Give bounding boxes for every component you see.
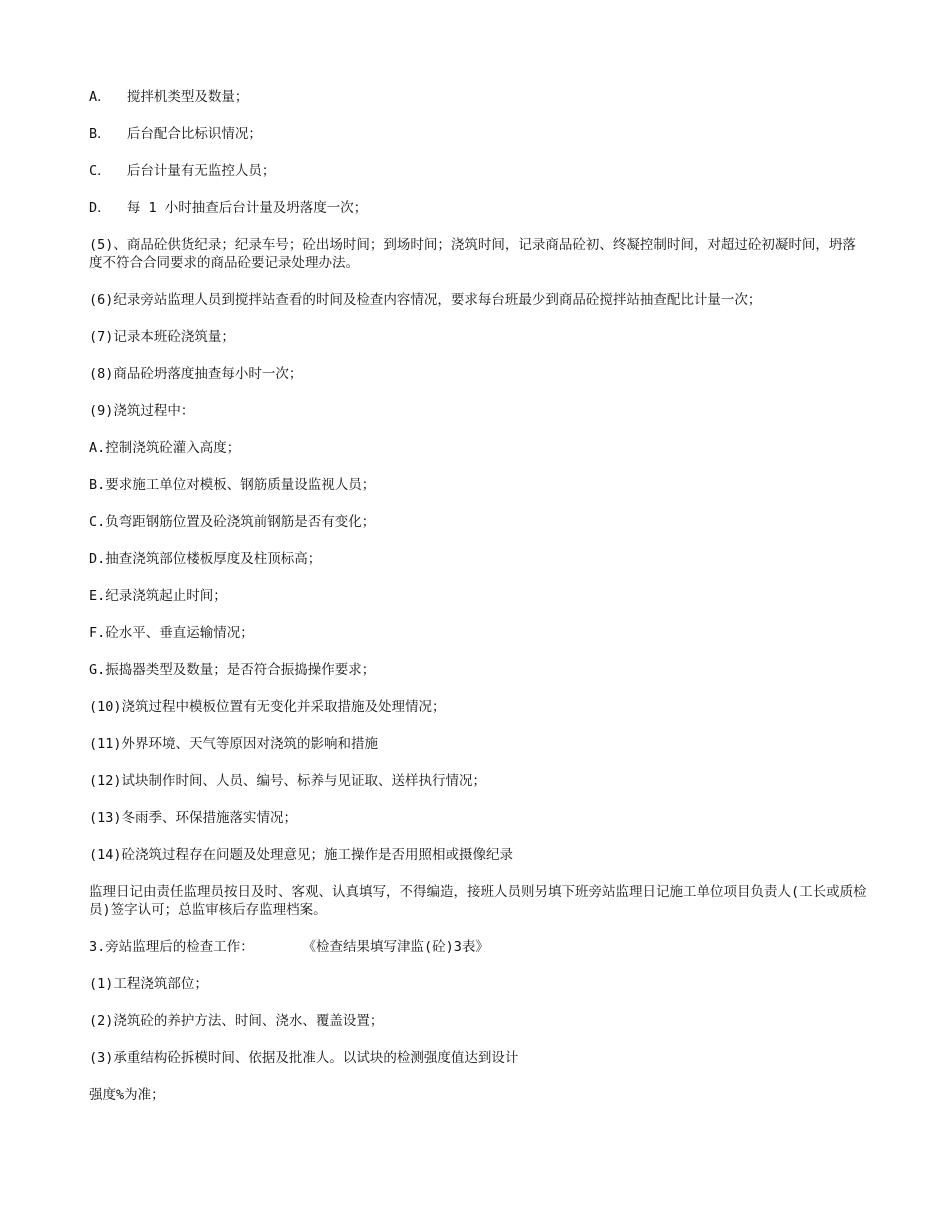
check-3-continued: 强度%为准； [89, 1087, 165, 1103]
item-9a: A.控制浇筑砼灌入高度； [89, 440, 241, 456]
check-1-location: (1)工程浇筑部位； [89, 976, 208, 992]
item-6-station-visit: (6)纪录旁站监理人员到搅拌站查看的时间及检查内容情况，要求每台班最少到商品砼搅拌站抽查配比计量一次； [89, 292, 762, 308]
item-5-supply-record: (5)、商品砼供货纪录；纪录车号；砼出场时间；到场时间；浇筑时间，记录商品砼初、终凝控制时间，对超过砼初凝时间，坍落度不符合合同要求的商品砼要记录处理办法。 [89, 237, 856, 271]
item-9e: E.纪录浇筑起止时间； [89, 588, 227, 604]
item-b-mix-ratio: B． 后台配合比标识情况； [89, 126, 262, 142]
item-11-environment: (11)外界环境、天气等原因对浇筑的影响和措施 [89, 736, 379, 752]
item-8-slump-check: (8)商品砼坍落度抽查每小时一次； [89, 366, 303, 382]
check-2-curing: (2)浇筑砼的养护方法、时间、浇水、覆盖设置； [89, 1013, 384, 1029]
item-7-pour-volume: (7)记录本班砼浇筑量； [89, 329, 235, 345]
document-page [89, 88, 869, 1123]
item-9-pouring-process: (9)浇筑过程中： [89, 403, 195, 419]
item-c-metering: C． 后台计量有无监控人员； [89, 163, 276, 179]
item-9b: B.要求施工单位对模板、钢筋质量设监视人员； [89, 477, 376, 493]
item-14-issues: (14)砼浇筑过程存在问题及处理意见；施工操作是否用照相或摄像纪录 [89, 847, 514, 863]
item-9g: G.振捣器类型及数量；是否符合振捣操作要求； [89, 662, 376, 678]
item-9d: D.抽查浇筑部位楼板厚度及柱顶标高； [89, 551, 322, 567]
check-3-form-removal: (3)承重结构砼拆模时间、依据及批准人。以试块的检测强度值达到设计 [89, 1050, 519, 1066]
item-a-mixer: A． 搅拌机类型及数量； [89, 89, 249, 105]
item-d-hourly-check: D． 每 1 小时抽查后台计量及坍落度一次； [89, 200, 368, 216]
item-12-test-blocks: (12)试块制作时间、人员、编号、标养与见证取、送样执行情况； [89, 773, 487, 789]
item-10-formwork: (10)浇筑过程中模板位置有无变化并采取措施及处理情况； [89, 699, 446, 715]
supervision-diary-note: 监理日记由责任监理员按日及时、客观、认真填写，不得编造，接班人员则另填下班旁站监理日记施工单位项目负责人(工长或质检员)签字认可；总监审核后存监理档案。 [89, 884, 867, 918]
section-3-heading: 3.旁站监理后的检查工作： 《检查结果填写津监(砼)3表》 [89, 939, 489, 955]
item-9f: F.砼水平、垂直运输情况； [89, 625, 254, 641]
item-9c: C.负弯距钢筋位置及砼浇筑前钢筋是否有变化； [89, 514, 376, 530]
item-13-season-measures: (13)冬雨季、环保措施落实情况； [89, 810, 298, 826]
